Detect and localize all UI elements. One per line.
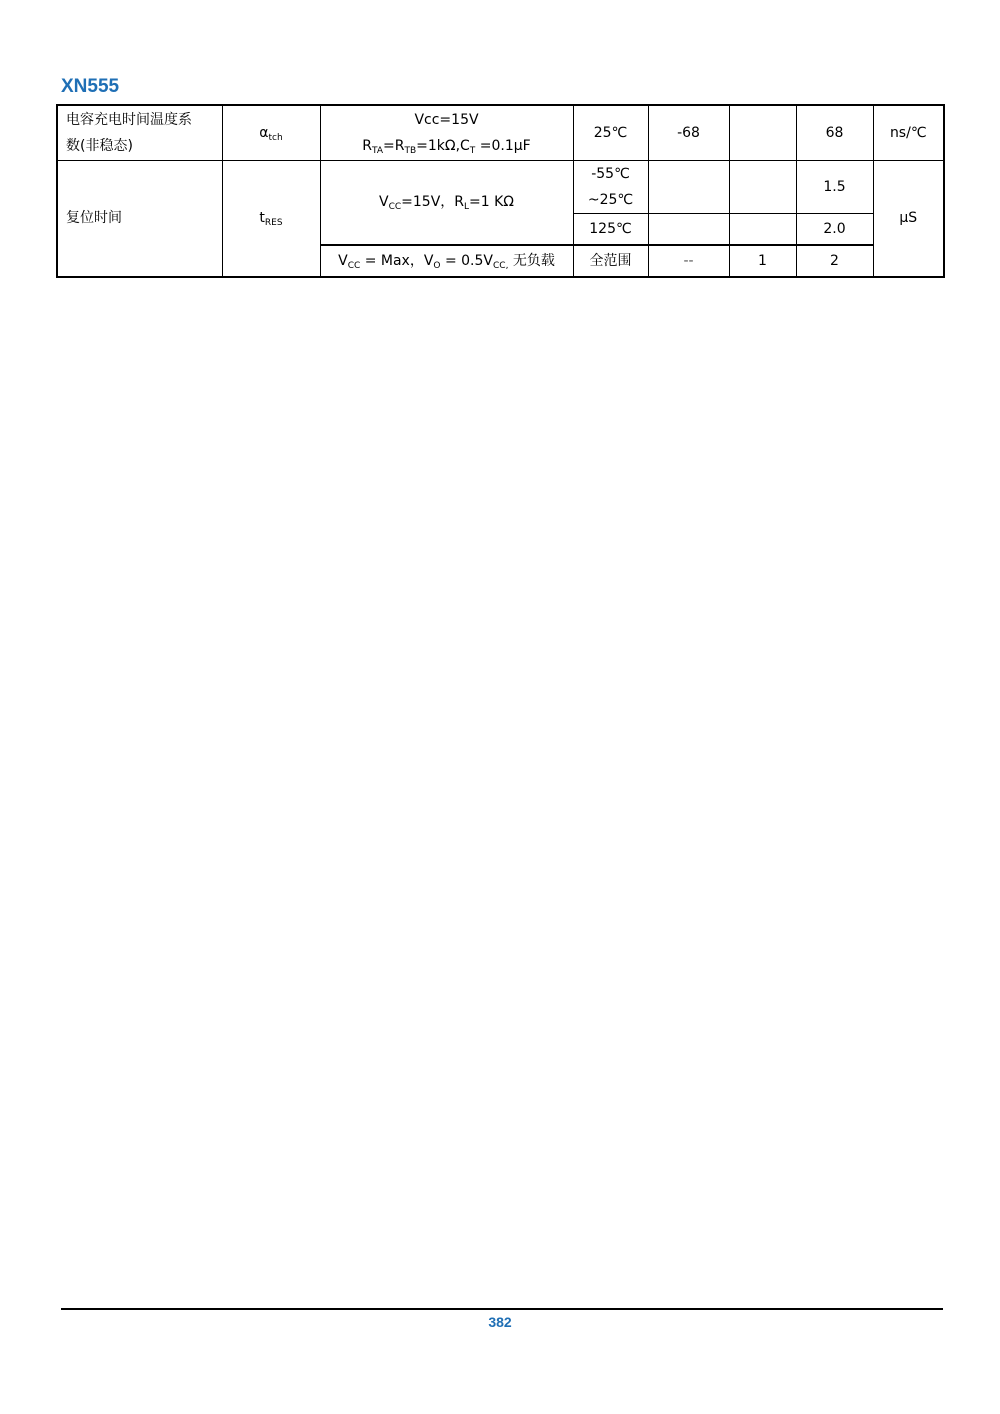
condition-cell: [320, 105, 573, 160]
condition-line2: [325, 133, 569, 159]
typ-cell: [729, 160, 796, 213]
cond-text: =R: [382, 137, 405, 154]
symbol-subscript: tch: [268, 132, 283, 143]
cond-subscript: T: [469, 145, 476, 156]
table-row: [57, 160, 944, 213]
cond-subscript: O: [433, 261, 441, 271]
max-cell: 68: [796, 105, 873, 160]
cond-subscript: TB: [404, 145, 417, 156]
max-cell: 2.0: [796, 213, 873, 245]
temp-cell: 全范围: [573, 245, 648, 277]
unit-cell: μS: [873, 160, 944, 277]
cond-text: R: [362, 137, 373, 154]
spec-table: [56, 104, 945, 278]
typ-cell: [729, 213, 796, 245]
temp-line2: ~25℃: [587, 191, 634, 208]
min-cell: --: [648, 245, 729, 277]
cond-subscript: CC,: [493, 261, 509, 271]
symbol-cell: [222, 105, 320, 160]
max-cell: 1.5: [796, 160, 873, 213]
symbol-subscript: RES: [264, 218, 283, 229]
param-name-line2: 数(非稳态): [66, 137, 133, 154]
cond-text: =15V，R: [401, 194, 465, 211]
cond-text: 无负载: [508, 253, 555, 269]
unit-cell: ns/℃: [873, 105, 944, 160]
symbol-main: t: [259, 210, 265, 227]
condition-line1: Vcc=15V: [414, 111, 479, 128]
temp-cell: 125℃: [573, 213, 648, 245]
cond-text: =0.1μF: [475, 137, 531, 154]
cond-subscript: TA: [372, 145, 383, 156]
condition-cell: [320, 160, 573, 245]
param-cell: 复位时间: [57, 160, 222, 277]
min-cell: [648, 160, 729, 213]
temp-cell: [573, 160, 648, 213]
cond-text: V: [379, 194, 389, 211]
page-number: 382: [488, 1314, 512, 1330]
document-title: XN555: [61, 76, 120, 97]
typ-cell: 1: [729, 245, 796, 277]
footer-divider: [61, 1308, 943, 1310]
max-cell: 2: [796, 245, 873, 277]
table-row: [57, 105, 944, 160]
cond-text: =1kΩ,C: [416, 137, 470, 154]
condition-cell: [320, 245, 573, 277]
param-name-line1: 电容充电时间温度系: [66, 111, 192, 128]
temp-cell: 25℃: [573, 105, 648, 160]
cond-text: =1 KΩ: [469, 194, 514, 211]
param-cell: [57, 105, 222, 160]
cond-subscript: CC: [388, 202, 402, 213]
min-cell: [648, 213, 729, 245]
cond-text: = 0.5V: [440, 253, 493, 269]
temp-line1: -55℃: [591, 165, 630, 182]
symbol-cell: [222, 160, 320, 277]
typ-cell: [729, 105, 796, 160]
symbol-main: α: [259, 124, 269, 141]
cond-subscript: CC: [347, 261, 361, 271]
cond-subscript: L: [464, 202, 470, 213]
min-cell: -68: [648, 105, 729, 160]
cond-text: V: [338, 253, 348, 269]
cond-text: = Max，V: [360, 253, 434, 269]
